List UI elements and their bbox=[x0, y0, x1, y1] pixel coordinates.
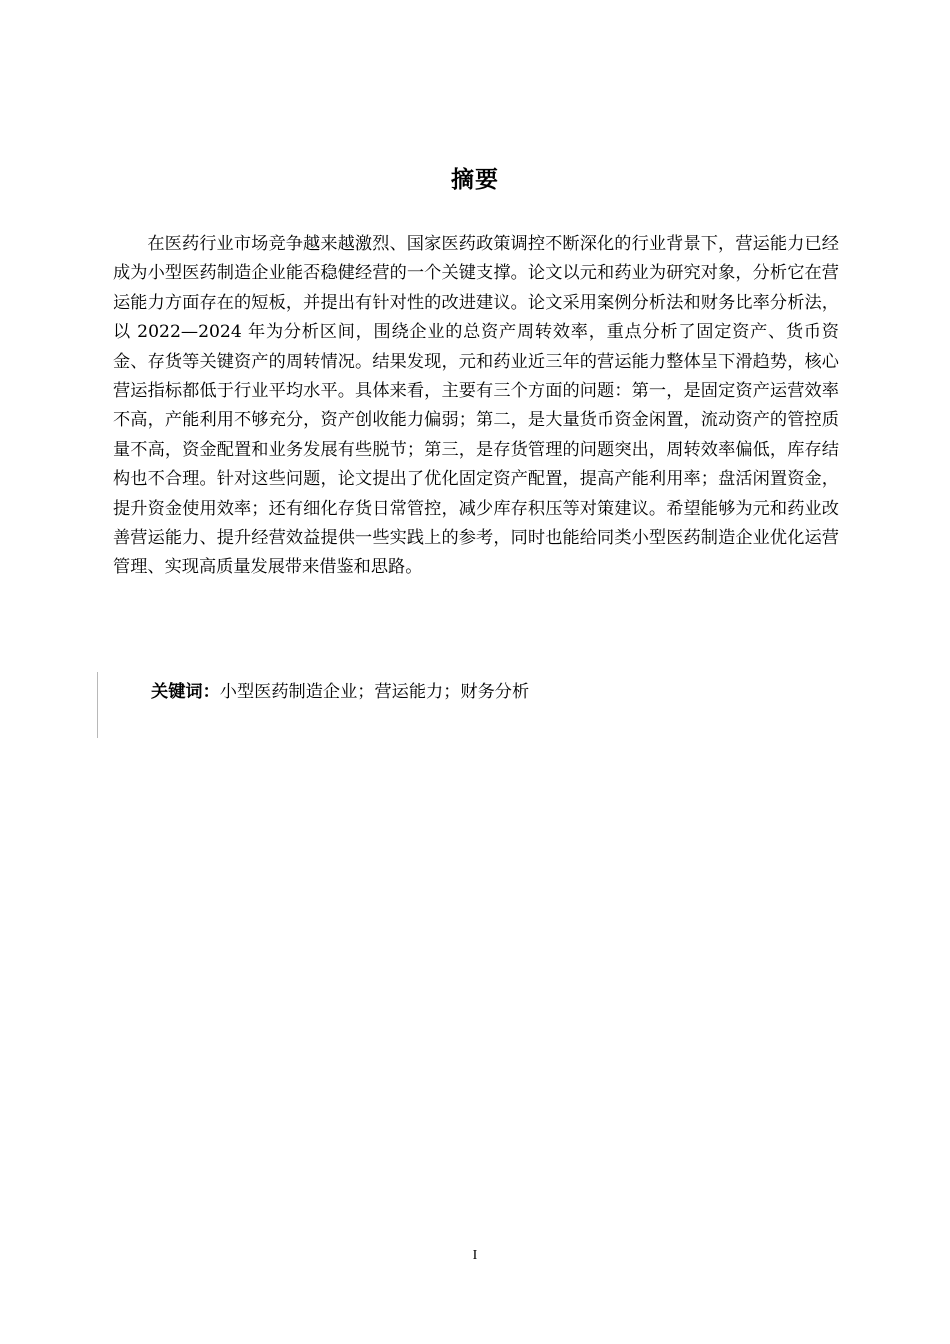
page-title: 摘要 bbox=[451, 167, 499, 193]
page-number: I bbox=[472, 1248, 478, 1263]
margin-bar bbox=[97, 672, 98, 738]
keywords-line bbox=[151, 678, 529, 706]
keywords-label: 关键词： bbox=[151, 682, 220, 702]
abstract-paragraph: 在医药行业市场竞争越来越激烈、国家医药政策调控不断深化的行业背景下，营运能力已经成为小型医药制造企业能否稳健经营的一个关键支撑。论文以元和药业为研究对象，分析它在营运能力方面存在的短板，并提出有针对性的改进建议。论文采用案例分析法和财务比率分析法，以 2022—2024 年为分析区间，围绕企业的总资产周转效率，重点分析了固定资产、货币资金、存货等关键资产的周转情况。结果发现，元和药业近三年的营运能力整体呈下滑趋势，核心营运指标都低于行业平均水平。具体来看，主要有三个方面的问题：第一，是固定资产运营效率不高，产能利用不够充分，资产创收能力偏弱；第二，是大量货币资金闲置，流动资产的管控质量不高，资金配置和业务发展有些脱节；第三，是存货管理的问题突出，周转效率偏低，库存结构也不合理。针对这些问题，论文提出了优化固定资产配置，提高产能利用率；盘活闲置资金，提升资金使用效率；还有细化存货日常管控，减少库存积压等对策建议。希望能够为元和药业改善营运能力、提升经营效益提供一些实践上的参考，同时也能给同类小型医药制造企业优化运营管理、实现高质量发展带来借鉴和思路。 bbox=[113, 234, 839, 578]
keywords-text: 小型医药制造企业；营运能力；财务分析 bbox=[219, 682, 530, 702]
